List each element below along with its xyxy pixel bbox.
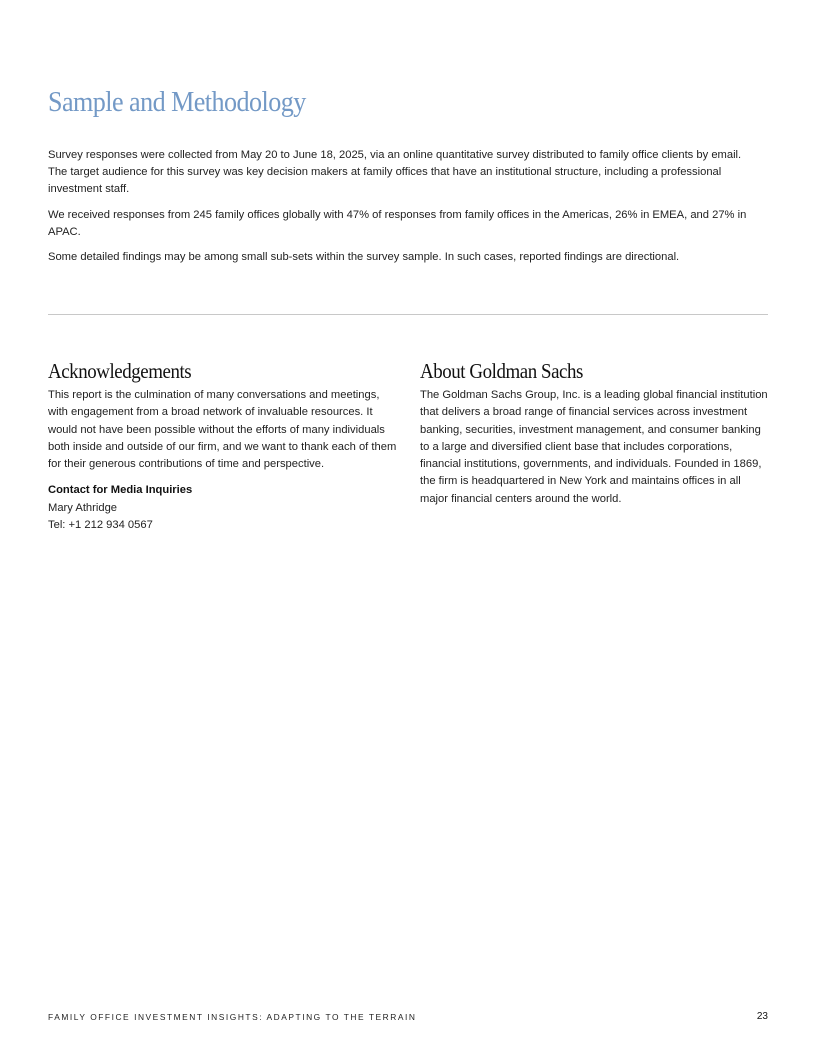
media-contact-phone: Tel: +1 212 934 0567 <box>48 519 153 532</box>
section-divider <box>48 314 768 315</box>
media-contact-heading: Contact for Media Inquiries <box>48 484 193 497</box>
methodology-paragraph-collection: Survey responses were collected from May 20 to June 18, 2025, via an online quantitative survey distributed to family office clients by email. The target audience for this survey was key decision makers at family offices that have an institutional structure, including a professional investment staff. <box>48 149 742 196</box>
acknowledgements-section <box>48 357 400 534</box>
media-contact-name: Mary Athridge <box>48 501 118 514</box>
page-number: 23 <box>756 1011 768 1022</box>
acknowledgements-body: This report is the culmination of many conversations and meetings, with engagement from a broad network of invaluable resources. It would not have been possible without the efforts of many individuals both inside and outside of our firm, and we want to thank each of them for their generous contributions of time and perspective. <box>48 389 397 471</box>
about-section <box>420 357 770 508</box>
methodology-section <box>48 147 748 274</box>
footer-report-title: FAMILY OFFICE INVESTMENT INSIGHTS: ADAPTING TO THE TERRAIN <box>48 1012 417 1022</box>
about-heading: About Goldman Sachs <box>420 359 583 383</box>
acknowledgements-heading: Acknowledgements <box>48 359 192 383</box>
methodology-paragraph-responses: We received responses from 245 family offices globally with 47% of responses from family offices in the Americas, 26% in EMEA, and 27% in APAC. <box>48 208 747 238</box>
about-body: The Goldman Sachs Group, Inc. is a leading global financial institution that delivers a broad range of financial services across investment banking, securities, investment management, and consumer banking to a large and diversified client base that includes corporations, financial institutions, governments, and individuals. Founded in 1869, the firm is headquartered in New York and maintains offices in all major financial centers around the world. <box>420 389 768 505</box>
page-title: Sample and Methodology <box>48 86 306 118</box>
methodology-paragraph-subsets: Some detailed findings may be among small sub-sets within the survey sample. In such cases, reported findings are directional. <box>48 251 680 264</box>
